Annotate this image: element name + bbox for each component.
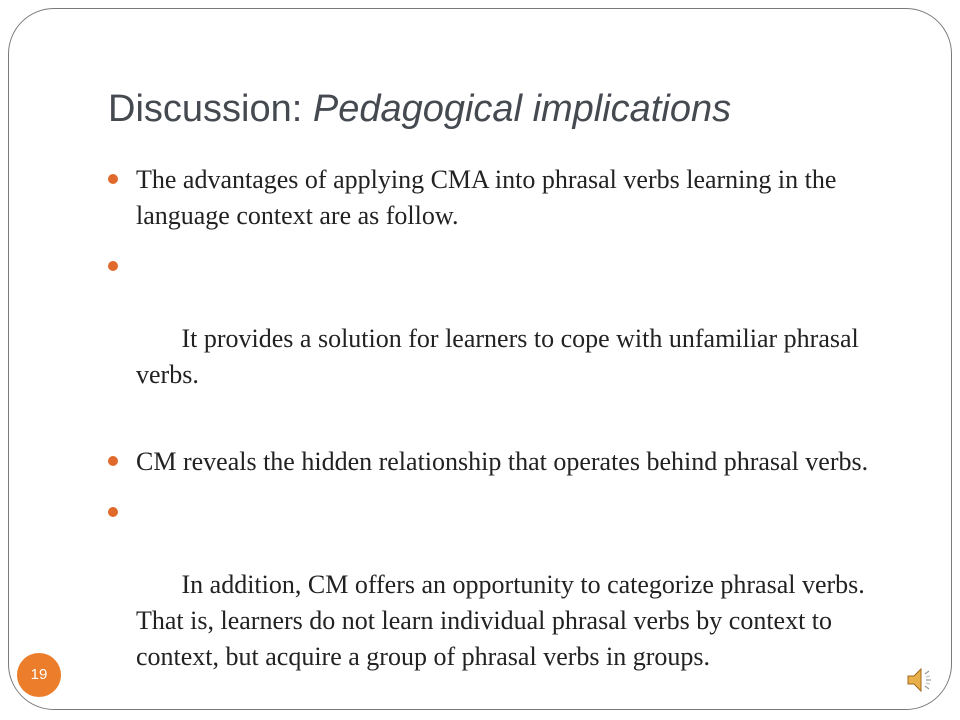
title-plain: Discussion: (108, 88, 313, 130)
bullet-dot-icon (108, 507, 118, 517)
bullet-dot-icon (108, 174, 118, 184)
bullet-item (108, 444, 908, 480)
bullet-dot-icon (108, 261, 118, 271)
bullet-text: The advantages of applying CMA into phrasal verbs learning in the language context are as follow. (136, 165, 837, 230)
speaker-icon[interactable] (904, 664, 936, 696)
title-italic: Pedagogical implications (312, 88, 732, 130)
page-number-badge: 19 (17, 653, 61, 697)
bullet-item (108, 249, 908, 429)
bullet-text: In addition, CM offers an opportunity to categorize phrasal verbs. That is, learners do not learn individual phrasal verbs by context to context, but acquire a group of phrasal verbs in groups. (136, 570, 871, 671)
bullet-dot-icon (108, 456, 118, 466)
bullet-text: CM reveals the hidden relationship that operates behind phrasal verbs. (136, 447, 869, 476)
bullet-item (108, 162, 908, 234)
bullet-text: It provides a solution for learners to cope with unfamiliar phrasal verbs. (136, 324, 866, 389)
slide-title (108, 88, 731, 131)
bullet-item (108, 495, 908, 711)
bullet-list (108, 162, 908, 720)
